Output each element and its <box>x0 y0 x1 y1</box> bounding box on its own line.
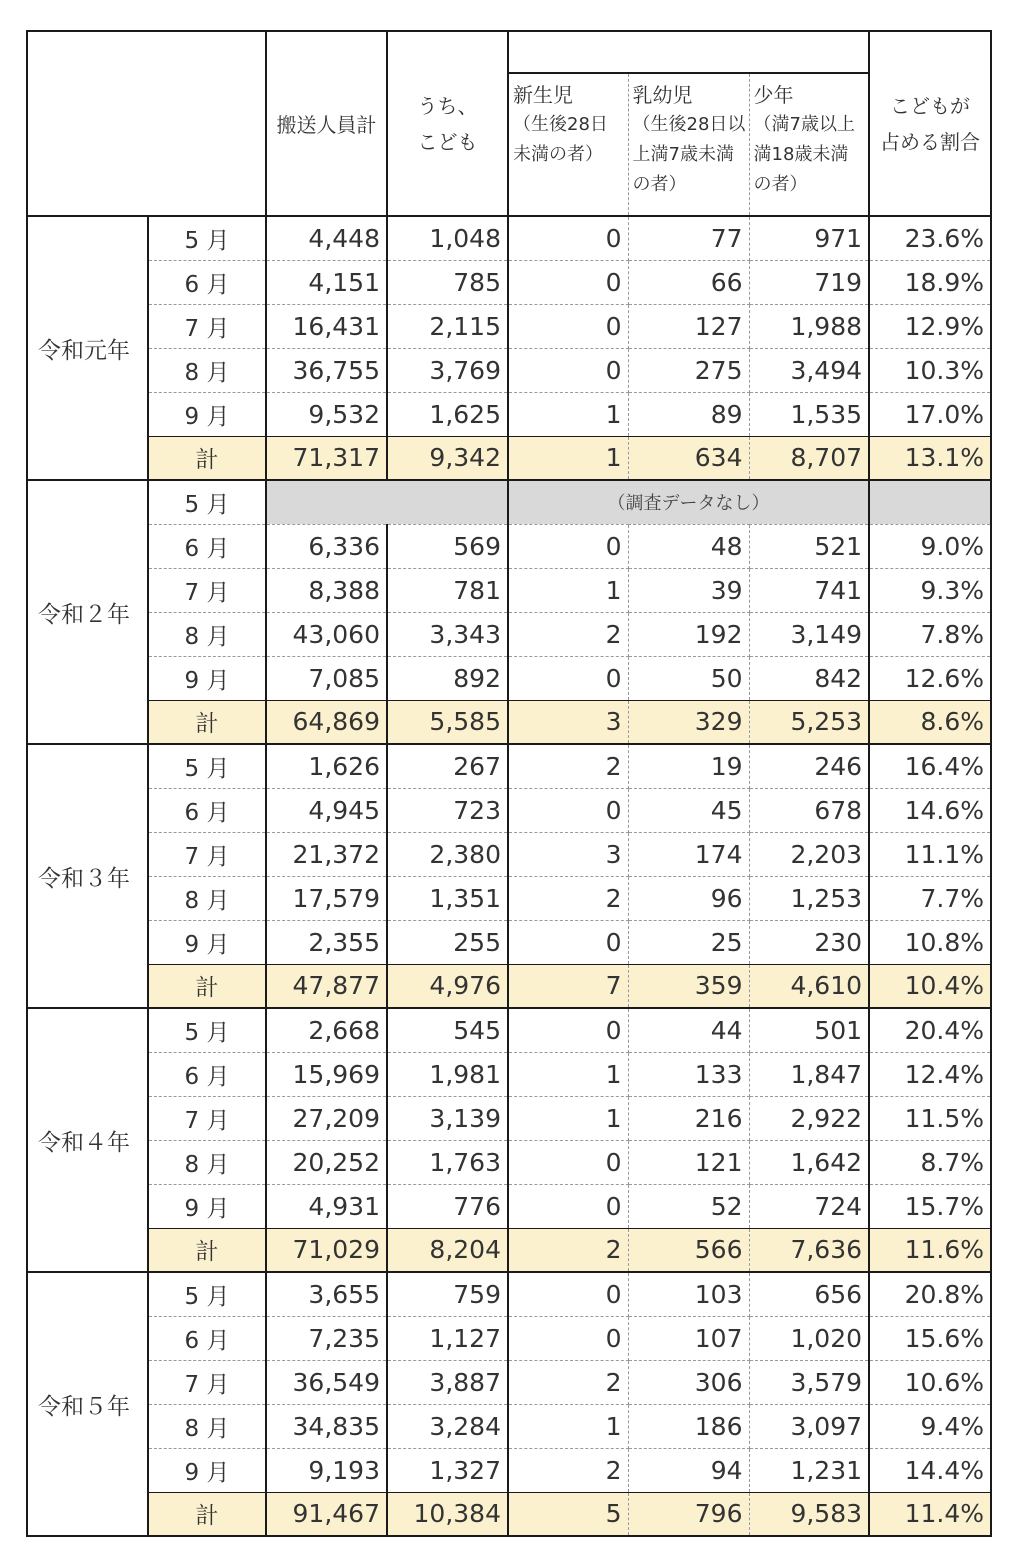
children-cell: 3,343 <box>387 612 508 656</box>
ratio-cell: 13.1% <box>869 436 991 480</box>
month-cell: 5 月 <box>148 1272 266 1316</box>
header-infant-title: 乳幼児 <box>632 83 693 107</box>
infant-cell: 174 <box>628 832 749 876</box>
infant-cell: 359 <box>628 964 749 1008</box>
month-cell: 8 月 <box>148 612 266 656</box>
total-cell: 20,252 <box>266 1140 387 1184</box>
total-cell: 91,467 <box>266 1492 387 1536</box>
children-cell: 8,204 <box>387 1228 508 1272</box>
month-cell: 9 月 <box>148 392 266 436</box>
month-cell: 6 月 <box>148 524 266 568</box>
header-newborn-sub: （生後28日未満の者） <box>513 114 608 165</box>
boy-cell: 7,636 <box>749 1228 869 1272</box>
infant-cell: 77 <box>628 216 749 260</box>
boy-cell: 3,097 <box>749 1404 869 1448</box>
ratio-cell: 23.6% <box>869 216 991 260</box>
total-cell: 34,835 <box>266 1404 387 1448</box>
table-row <box>27 348 991 392</box>
ratio-cell: 11.4% <box>869 1492 991 1536</box>
total-cell: 64,869 <box>266 700 387 744</box>
ratio-cell: 17.0% <box>869 392 991 436</box>
newborn-cell: 0 <box>508 1272 628 1316</box>
month-cell: 5 月 <box>148 744 266 788</box>
infant-cell: 306 <box>628 1360 749 1404</box>
boy-cell: 5,253 <box>749 700 869 744</box>
total-cell: 2,668 <box>266 1008 387 1052</box>
total-cell: 4,448 <box>266 216 387 260</box>
total-cell: 21,372 <box>266 832 387 876</box>
infant-cell: 25 <box>628 920 749 964</box>
children-cell: 545 <box>387 1008 508 1052</box>
newborn-cell: 2 <box>508 1228 628 1272</box>
table-row <box>27 1052 991 1096</box>
total-cell: 71,317 <box>266 436 387 480</box>
table-row <box>27 876 991 920</box>
header-newborn <box>508 73 628 216</box>
boy-cell: 230 <box>749 920 869 964</box>
boy-cell: 724 <box>749 1184 869 1228</box>
nodata-blank <box>869 480 991 524</box>
children-cell: 267 <box>387 744 508 788</box>
newborn-cell: 1 <box>508 436 628 480</box>
month-cell: 7 月 <box>148 304 266 348</box>
table-row <box>27 920 991 964</box>
total-cell: 2,355 <box>266 920 387 964</box>
newborn-cell: 1 <box>508 568 628 612</box>
table-row <box>27 832 991 876</box>
children-cell: 2,115 <box>387 304 508 348</box>
total-cell: 36,549 <box>266 1360 387 1404</box>
ratio-cell: 10.6% <box>869 1360 991 1404</box>
ratio-cell: 15.7% <box>869 1184 991 1228</box>
total-cell: 47,877 <box>266 964 387 1008</box>
total-cell: 43,060 <box>266 612 387 656</box>
boy-cell: 1,253 <box>749 876 869 920</box>
ratio-cell: 16.4% <box>869 744 991 788</box>
table-row <box>27 1360 991 1404</box>
header-boy-title: 少年 <box>753 83 794 107</box>
table-row-total <box>27 964 991 1008</box>
table-row <box>27 1316 991 1360</box>
month-cell: 5 月 <box>148 1008 266 1052</box>
boy-cell: 9,583 <box>749 1492 869 1536</box>
header-breakdown-top <box>508 31 869 73</box>
children-cell: 1,327 <box>387 1448 508 1492</box>
total-label-cell: 計 <box>148 700 266 744</box>
month-cell: 9 月 <box>148 1448 266 1492</box>
year-label: 令和元年 <box>27 216 148 480</box>
ratio-cell: 7.7% <box>869 876 991 920</box>
boy-cell: 971 <box>749 216 869 260</box>
month-cell: 8 月 <box>148 876 266 920</box>
header-boy <box>749 73 869 216</box>
children-cell: 781 <box>387 568 508 612</box>
boy-cell: 719 <box>749 260 869 304</box>
month-cell: 6 月 <box>148 260 266 304</box>
ratio-cell: 14.4% <box>869 1448 991 1492</box>
infant-cell: 39 <box>628 568 749 612</box>
total-cell: 7,085 <box>266 656 387 700</box>
boy-cell: 1,642 <box>749 1140 869 1184</box>
infant-cell: 127 <box>628 304 749 348</box>
total-cell: 1,626 <box>266 744 387 788</box>
table-row-nodata <box>27 480 991 524</box>
table-row <box>27 1096 991 1140</box>
boy-cell: 3,579 <box>749 1360 869 1404</box>
ratio-cell: 20.4% <box>869 1008 991 1052</box>
total-label-cell: 計 <box>148 964 266 1008</box>
children-cell: 892 <box>387 656 508 700</box>
boy-cell: 2,203 <box>749 832 869 876</box>
newborn-cell: 1 <box>508 392 628 436</box>
infant-cell: 566 <box>628 1228 749 1272</box>
ratio-cell: 8.6% <box>869 700 991 744</box>
table-row-total <box>27 1492 991 1536</box>
infant-cell: 66 <box>628 260 749 304</box>
children-cell: 3,887 <box>387 1360 508 1404</box>
children-cell: 10,384 <box>387 1492 508 1536</box>
ratio-cell: 11.6% <box>869 1228 991 1272</box>
infant-cell: 52 <box>628 1184 749 1228</box>
month-cell: 7 月 <box>148 1360 266 1404</box>
month-cell: 8 月 <box>148 348 266 392</box>
children-cell: 255 <box>387 920 508 964</box>
newborn-cell: 1 <box>508 1052 628 1096</box>
newborn-cell: 0 <box>508 304 628 348</box>
newborn-cell: 2 <box>508 1360 628 1404</box>
header-children <box>387 31 508 216</box>
table-row <box>27 392 991 436</box>
infant-cell: 19 <box>628 744 749 788</box>
header-boy-sub: （満7歳以上満18歳未満の者） <box>753 114 855 195</box>
newborn-cell: 2 <box>508 1448 628 1492</box>
newborn-cell: 0 <box>508 216 628 260</box>
ratio-cell: 9.4% <box>869 1404 991 1448</box>
table-row <box>27 1184 991 1228</box>
ratio-cell: 20.8% <box>869 1272 991 1316</box>
boy-cell: 3,149 <box>749 612 869 656</box>
month-cell: 7 月 <box>148 832 266 876</box>
total-cell: 27,209 <box>266 1096 387 1140</box>
children-cell: 5,585 <box>387 700 508 744</box>
infant-cell: 107 <box>628 1316 749 1360</box>
newborn-cell: 3 <box>508 700 628 744</box>
infant-cell: 329 <box>628 700 749 744</box>
boy-cell: 656 <box>749 1272 869 1316</box>
boy-cell: 8,707 <box>749 436 869 480</box>
year-label: 令和４年 <box>27 1008 148 1272</box>
ratio-cell: 10.8% <box>869 920 991 964</box>
total-label-cell: 計 <box>148 1492 266 1536</box>
ratio-cell: 11.5% <box>869 1096 991 1140</box>
month-cell: 7 月 <box>148 1096 266 1140</box>
infant-cell: 634 <box>628 436 749 480</box>
ratio-cell: 11.1% <box>869 832 991 876</box>
boy-cell: 501 <box>749 1008 869 1052</box>
newborn-cell: 0 <box>508 656 628 700</box>
month-cell: 6 月 <box>148 788 266 832</box>
total-label-cell: 計 <box>148 436 266 480</box>
header-ratio <box>869 31 991 216</box>
month-cell: 5 月 <box>148 216 266 260</box>
ratio-cell: 10.4% <box>869 964 991 1008</box>
children-cell: 2,380 <box>387 832 508 876</box>
header-infant-sub: （生後28日以上満7歳未満の者） <box>632 114 746 195</box>
children-cell: 759 <box>387 1272 508 1316</box>
total-cell: 71,029 <box>266 1228 387 1272</box>
month-cell: 6 月 <box>148 1316 266 1360</box>
nodata-blank <box>266 480 508 524</box>
newborn-cell: 5 <box>508 1492 628 1536</box>
year-label: 令和３年 <box>27 744 148 1008</box>
boy-cell: 1,535 <box>749 392 869 436</box>
total-cell: 4,931 <box>266 1184 387 1228</box>
header-total: 搬送人員計 <box>266 31 387 216</box>
table-row <box>27 744 991 788</box>
ratio-cell: 8.7% <box>869 1140 991 1184</box>
total-cell: 3,655 <box>266 1272 387 1316</box>
ratio-cell: 10.3% <box>869 348 991 392</box>
ratio-cell: 15.6% <box>869 1316 991 1360</box>
total-cell: 8,388 <box>266 568 387 612</box>
infant-cell: 133 <box>628 1052 749 1096</box>
infant-cell: 796 <box>628 1492 749 1536</box>
header-ratio-line2: 占める割合 <box>880 129 981 154</box>
newborn-cell: 1 <box>508 1096 628 1140</box>
table-row <box>27 260 991 304</box>
newborn-cell: 0 <box>508 1140 628 1184</box>
ratio-cell: 12.6% <box>869 656 991 700</box>
infant-cell: 216 <box>628 1096 749 1140</box>
table-row <box>27 304 991 348</box>
table-row <box>27 524 991 568</box>
ratio-cell: 7.8% <box>869 612 991 656</box>
table-row <box>27 1272 991 1316</box>
children-cell: 569 <box>387 524 508 568</box>
children-cell: 3,284 <box>387 1404 508 1448</box>
children-cell: 785 <box>387 260 508 304</box>
newborn-cell: 2 <box>508 876 628 920</box>
month-cell: 7 月 <box>148 568 266 612</box>
newborn-cell: 0 <box>508 1008 628 1052</box>
boy-cell: 521 <box>749 524 869 568</box>
month-cell: 6 月 <box>148 1052 266 1096</box>
children-cell: 4,976 <box>387 964 508 1008</box>
year-label: 令和５年 <box>27 1272 148 1536</box>
total-cell: 16,431 <box>266 304 387 348</box>
total-cell: 4,151 <box>266 260 387 304</box>
children-cell: 723 <box>387 788 508 832</box>
ratio-cell: 12.9% <box>869 304 991 348</box>
total-cell: 4,945 <box>266 788 387 832</box>
boy-cell: 1,847 <box>749 1052 869 1096</box>
total-cell: 36,755 <box>266 348 387 392</box>
infant-cell: 48 <box>628 524 749 568</box>
boy-cell: 1,020 <box>749 1316 869 1360</box>
year-label: 令和２年 <box>27 480 148 744</box>
children-cell: 776 <box>387 1184 508 1228</box>
newborn-cell: 7 <box>508 964 628 1008</box>
children-cell: 1,625 <box>387 392 508 436</box>
month-cell: 9 月 <box>148 920 266 964</box>
table-row-total <box>27 1228 991 1272</box>
children-cell: 1,127 <box>387 1316 508 1360</box>
children-cell: 1,981 <box>387 1052 508 1096</box>
newborn-cell: 0 <box>508 788 628 832</box>
ratio-cell: 18.9% <box>869 260 991 304</box>
header-children-line1: うち、 <box>417 93 478 118</box>
month-cell: 5 月 <box>148 480 266 524</box>
boy-cell: 246 <box>749 744 869 788</box>
header-newborn-title: 新生児 <box>513 83 573 107</box>
infant-cell: 192 <box>628 612 749 656</box>
boy-cell: 4,610 <box>749 964 869 1008</box>
newborn-cell: 0 <box>508 920 628 964</box>
infant-cell: 103 <box>628 1272 749 1316</box>
newborn-cell: 3 <box>508 832 628 876</box>
total-cell: 6,336 <box>266 524 387 568</box>
table-row <box>27 1008 991 1052</box>
infant-cell: 89 <box>628 392 749 436</box>
ratio-cell: 12.4% <box>869 1052 991 1096</box>
table-row <box>27 1404 991 1448</box>
total-label-cell: 計 <box>148 1228 266 1272</box>
newborn-cell: 0 <box>508 1184 628 1228</box>
children-cell: 1,048 <box>387 216 508 260</box>
boy-cell: 741 <box>749 568 869 612</box>
table-row <box>27 612 991 656</box>
transport-stats-table <box>26 30 992 1537</box>
boy-cell: 1,231 <box>749 1448 869 1492</box>
month-cell: 9 月 <box>148 1184 266 1228</box>
month-cell: 8 月 <box>148 1140 266 1184</box>
ratio-cell: 9.3% <box>869 568 991 612</box>
boy-cell: 2,922 <box>749 1096 869 1140</box>
newborn-cell: 2 <box>508 744 628 788</box>
total-cell: 9,193 <box>266 1448 387 1492</box>
header-corner <box>27 31 266 216</box>
table-row <box>27 656 991 700</box>
infant-cell: 94 <box>628 1448 749 1492</box>
table-row-total <box>27 436 991 480</box>
infant-cell: 96 <box>628 876 749 920</box>
month-cell: 8 月 <box>148 1404 266 1448</box>
header-children-line2: こども <box>417 129 478 154</box>
table-row <box>27 1140 991 1184</box>
newborn-cell: 0 <box>508 524 628 568</box>
ratio-cell: 14.6% <box>869 788 991 832</box>
newborn-cell: 0 <box>508 260 628 304</box>
table-row <box>27 1448 991 1492</box>
boy-cell: 842 <box>749 656 869 700</box>
month-cell: 9 月 <box>148 656 266 700</box>
boy-cell: 678 <box>749 788 869 832</box>
infant-cell: 50 <box>628 656 749 700</box>
header-ratio-line1: こどもが <box>890 93 971 118</box>
newborn-cell: 1 <box>508 1404 628 1448</box>
infant-cell: 44 <box>628 1008 749 1052</box>
total-cell: 9,532 <box>266 392 387 436</box>
children-cell: 9,342 <box>387 436 508 480</box>
ratio-cell: 9.0% <box>869 524 991 568</box>
table-row <box>27 788 991 832</box>
infant-cell: 45 <box>628 788 749 832</box>
children-cell: 1,351 <box>387 876 508 920</box>
total-cell: 17,579 <box>266 876 387 920</box>
table-row-total <box>27 700 991 744</box>
infant-cell: 275 <box>628 348 749 392</box>
nodata-text: （調査データなし） <box>508 480 869 524</box>
newborn-cell: 0 <box>508 1316 628 1360</box>
boy-cell: 3,494 <box>749 348 869 392</box>
table-row <box>27 216 991 260</box>
boy-cell: 1,988 <box>749 304 869 348</box>
total-cell: 15,969 <box>266 1052 387 1096</box>
children-cell: 3,139 <box>387 1096 508 1140</box>
children-cell: 1,763 <box>387 1140 508 1184</box>
newborn-cell: 2 <box>508 612 628 656</box>
table-row <box>27 568 991 612</box>
infant-cell: 186 <box>628 1404 749 1448</box>
infant-cell: 121 <box>628 1140 749 1184</box>
header-infant <box>628 73 749 216</box>
children-cell: 3,769 <box>387 348 508 392</box>
total-cell: 7,235 <box>266 1316 387 1360</box>
newborn-cell: 0 <box>508 348 628 392</box>
